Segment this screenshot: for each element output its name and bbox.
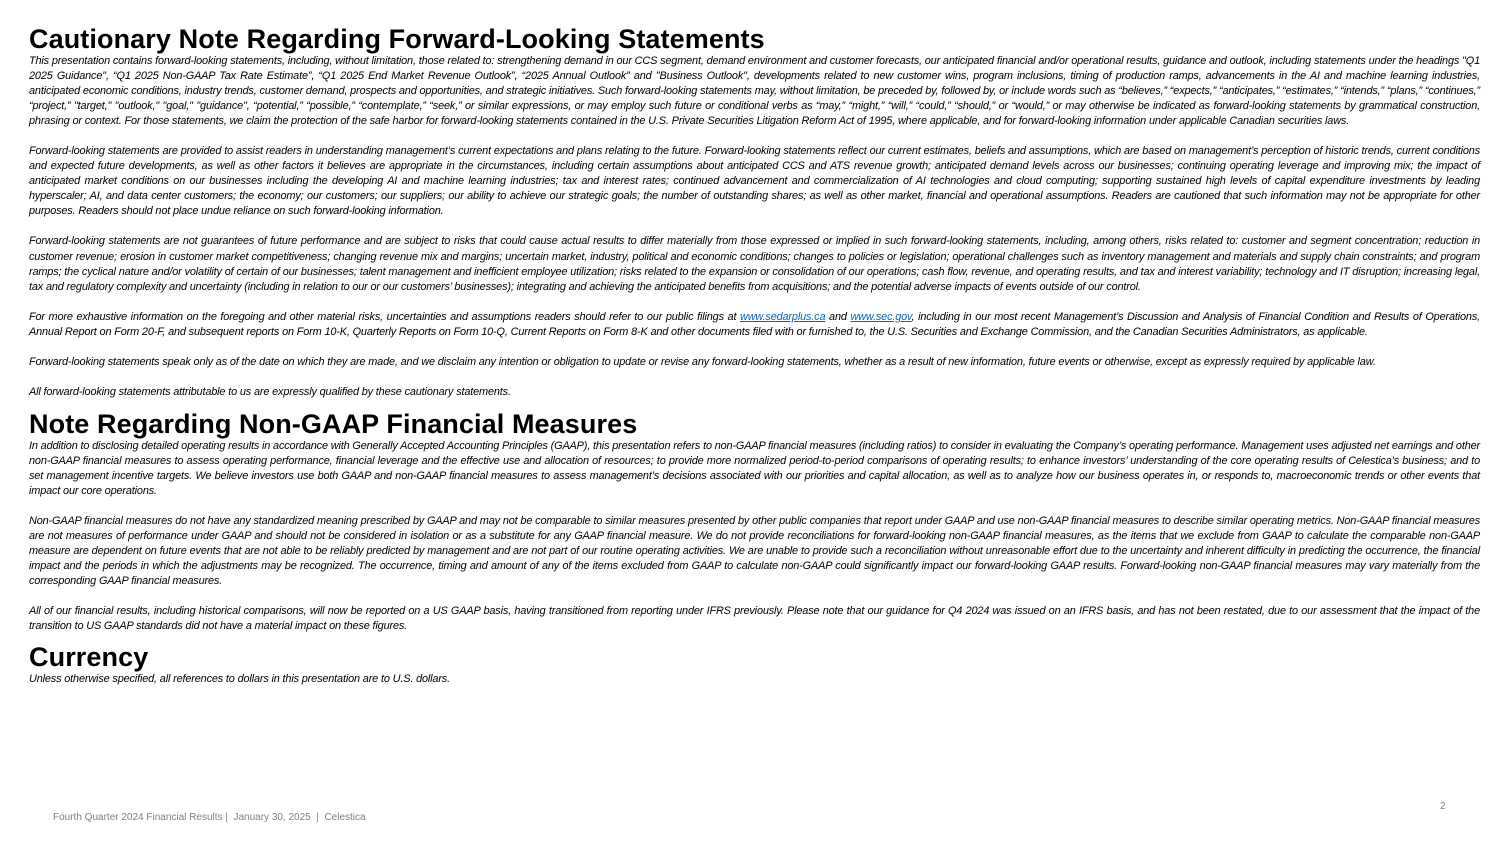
nongaap-heading: Note Regarding Non-GAAP Financial Measures: [29, 408, 638, 439]
cautionary-heading: Cautionary Note Regarding Forward-Looking Statements: [29, 24, 765, 54]
slide-content: [29, 24, 1480, 687]
cautionary-paragraph-4: [29, 310, 1480, 340]
sedarplus-link[interactable]: www.sedarplus.ca: [740, 310, 826, 323]
cautionary-p4-mid: and: [825, 310, 851, 323]
page-number: 2: [1440, 801, 1446, 812]
cautionary-paragraph-2: Forward-looking statements are provided to assist readers in understanding management’s current expectations and plans relating to the future. Forward-looking statements reflect our current estimates, beliefs and assumptions, which are based on management’s perception of historic trends, current conditions and expected future developments, as well as other factors it believes are appropriate in the circumstances, including certain assumptions about anticipated CCS and ATS revenue growth; anticipated demand levels across our businesses; continuing operating leverage and improving mix; the impact of anticipated market conditions on our businesses including the developing AI and machine learning industries; tax and interest rates; continued advancement and commercialization of AI technologies and cloud computing; supporting sustained high levels of capital expenditure investments by leading hyperscaler; AI, and data center customers; the economy; our customers; our suppliers; our ability to achieve our strategic goals; the number of outstanding shares; as well as other market, financial and operational assumptions. Readers are cautioned that such information may not be appropriate for other purposes. Readers should not place undue reliance on such forward-looking information.: [29, 145, 1480, 218]
cautionary-paragraph-1: This presentation contains forward-looking statements, including, without limitation, those related to: strengthening demand in our CCS segment, demand environment and customer forecasts, our anticipated financial and/or operational results, guidance and outlook, including statements under the headings "Q1 2025 Guidance", “Q1 2025 Non-GAAP Tax Rate Estimate”, “Q1 2025 End Market Revenue Outlook”, “2025 Annual Outlook” and "Business Outlook", developments related to new customer wins, program inclusions, timing of production ramps, advancements in the AI and machine learning industries, anticipated economic conditions, industry trends, customer demand, prospects and opportunities, and strategic initiatives. Such forward-looking statements may, without limitation, be preceded by, followed by, or include words such as “believes,” “expects,” “anticipates,” “estimates,” “intends,” “plans,” “continues,” “project,” "target," "outlook," "goal," "guidance", “potential,” “possible,” “contemplate,” “seek,” or similar expressions, or may employ such future or conditional verbs as “may,” “might,” “will,” “could,” “should,” or “would,” or may otherwise be indicated as forward-looking statements by grammatical construction, phrasing or context. For those statements, we claim the protection of the safe harbor for forward-looking statements contained in the U.S. Private Securities Litigation Reform Act of 1995, where applicable, and for forward-looking information under applicable Canadian securities laws.: [29, 55, 1480, 128]
cautionary-p4-post: , including in our most recent Management’s Discussion and Analysis of Financial Condition and Results of Operations, Annual Report on Form 20-F, and subsequent reports on Form 10-K, Quarterly Reports on Form 10-Q, Current Reports on Form 8-K and other documents filed with or furnished to, the U.S. Securities and Exchange Commission, and the Canadian Securities Administrators, as applicable.: [29, 310, 1480, 338]
nongaap-paragraph-1: In addition to disclosing detailed operating results in accordance with Generally Accepted Accounting Principles (GAAP), this presentation refers to non-GAAP financial measures (including ratios) to consider in evaluating the Company’s operating performance. Management uses adjusted net earnings and other non-GAAP financial measures to assess operating performance, financial leverage and the effective use and allocation of resources; to provide more normalized period-to-period comparisons of operating results; to enhance investors’ understanding of the core operating results of Celestica’s business; and to set management incentive targets. We believe investors use both GAAP and non-GAAP financial measures to assess management’s decisions associated with our priorities and capital allocation, as well as to analyze how our business operates in, or responds to, macroeconomic trends or other events that impact our core operations.: [29, 439, 1480, 497]
footer-text: Fourth Quarter 2024 Financial Results | January 30, 2025 | Celestica: [53, 812, 366, 823]
cautionary-paragraph-3: Forward-looking statements are not guarantees of future performance and are subject to risks that could cause actual results to differ materially from those expressed or implied in such forward-looking statements, including, among others, risks related to: customer and segment concentration; reduction in customer revenue; erosion in customer market competitiveness; changing revenue mix and margins; uncertain market, industry, political and economic conditions; changes to policies or legislation; operational challenges such as inventory management and materials and supply chain constraints; and program ramps; the cyclical nature and/or volatility of certain of our businesses; talent management and inefficient employee utilization; risks related to the expansion or consolidation of our operations; cash flow, revenue, and operating results, and tax and interest variability; technology and IT disruption; increasing legal, tax and regulatory complexity and uncertainty (including in relation to our or our customers’ businesses); integrating and achieving the anticipated benefits from acquisitions; and the potential adverse impacts of events outside of our control.: [29, 235, 1480, 293]
sec-gov-link[interactable]: www.sec.gov: [850, 310, 912, 323]
nongaap-paragraph-3: All of our financial results, including historical comparisons, will now be reported on a US GAAP basis, having transitioned from reporting under IFRS previously. Please note that our guidance for Q4 2024 was issued on an IFRS basis, and has not been restated, due to our assessment that the impact of the transition to US GAAP standards did not have a material impact on these figures.: [29, 605, 1480, 633]
cautionary-paragraph-5: Forward-looking statements speak only as of the date on which they are made, and we disclaim any intention or obligation to update or revise any forward-looking statements, whether as a result of new information, future events or otherwise, except as expressly required by applicable law.: [29, 355, 1376, 368]
currency-heading: Currency: [29, 642, 149, 673]
cautionary-paragraph-6: All forward-looking statements attributable to us are expressly qualified by these cautionary statements.: [29, 385, 511, 398]
cautionary-p4-pre: For more exhaustive information on the foregoing and other material risks, uncertainties and assumptions readers should refer to our public filings at: [29, 310, 740, 323]
nongaap-paragraph-2: Non-GAAP financial measures do not have any standardized meaning prescribed by GAAP and may not be comparable to similar measures presented by other public companies that report under GAAP and use non-GAAP financial measures to describe similar operating metrics. Non-GAAP financial measures are not measures of performance under GAAP and should not be considered in isolation or as a substitute for any GAAP financial measure. We do not provide reconciliations for forward-looking non-GAAP financial measures, as the items that we exclude from GAAP to calculate the comparable non-GAAP measure are dependent on future events that are not able to be reliably predicted by management and are not part of our routine operating activities. We are unable to provide such a reconciliation without unreasonable effort due to the uncertainty and inherent difficulty in predicting the occurrence, the financial impact and the periods in which the adjustments may be recognized. The occurrence, timing and amount of any of the items excluded from GAAP to calculate non-GAAP could significantly impact our forward-looking GAAP results. Forward-looking non-GAAP financial measures may vary materially from the corresponding GAAP financial measures.: [29, 515, 1480, 588]
currency-paragraph: Unless otherwise specified, all references to dollars in this presentation are to U.S. dollars.: [29, 673, 450, 686]
